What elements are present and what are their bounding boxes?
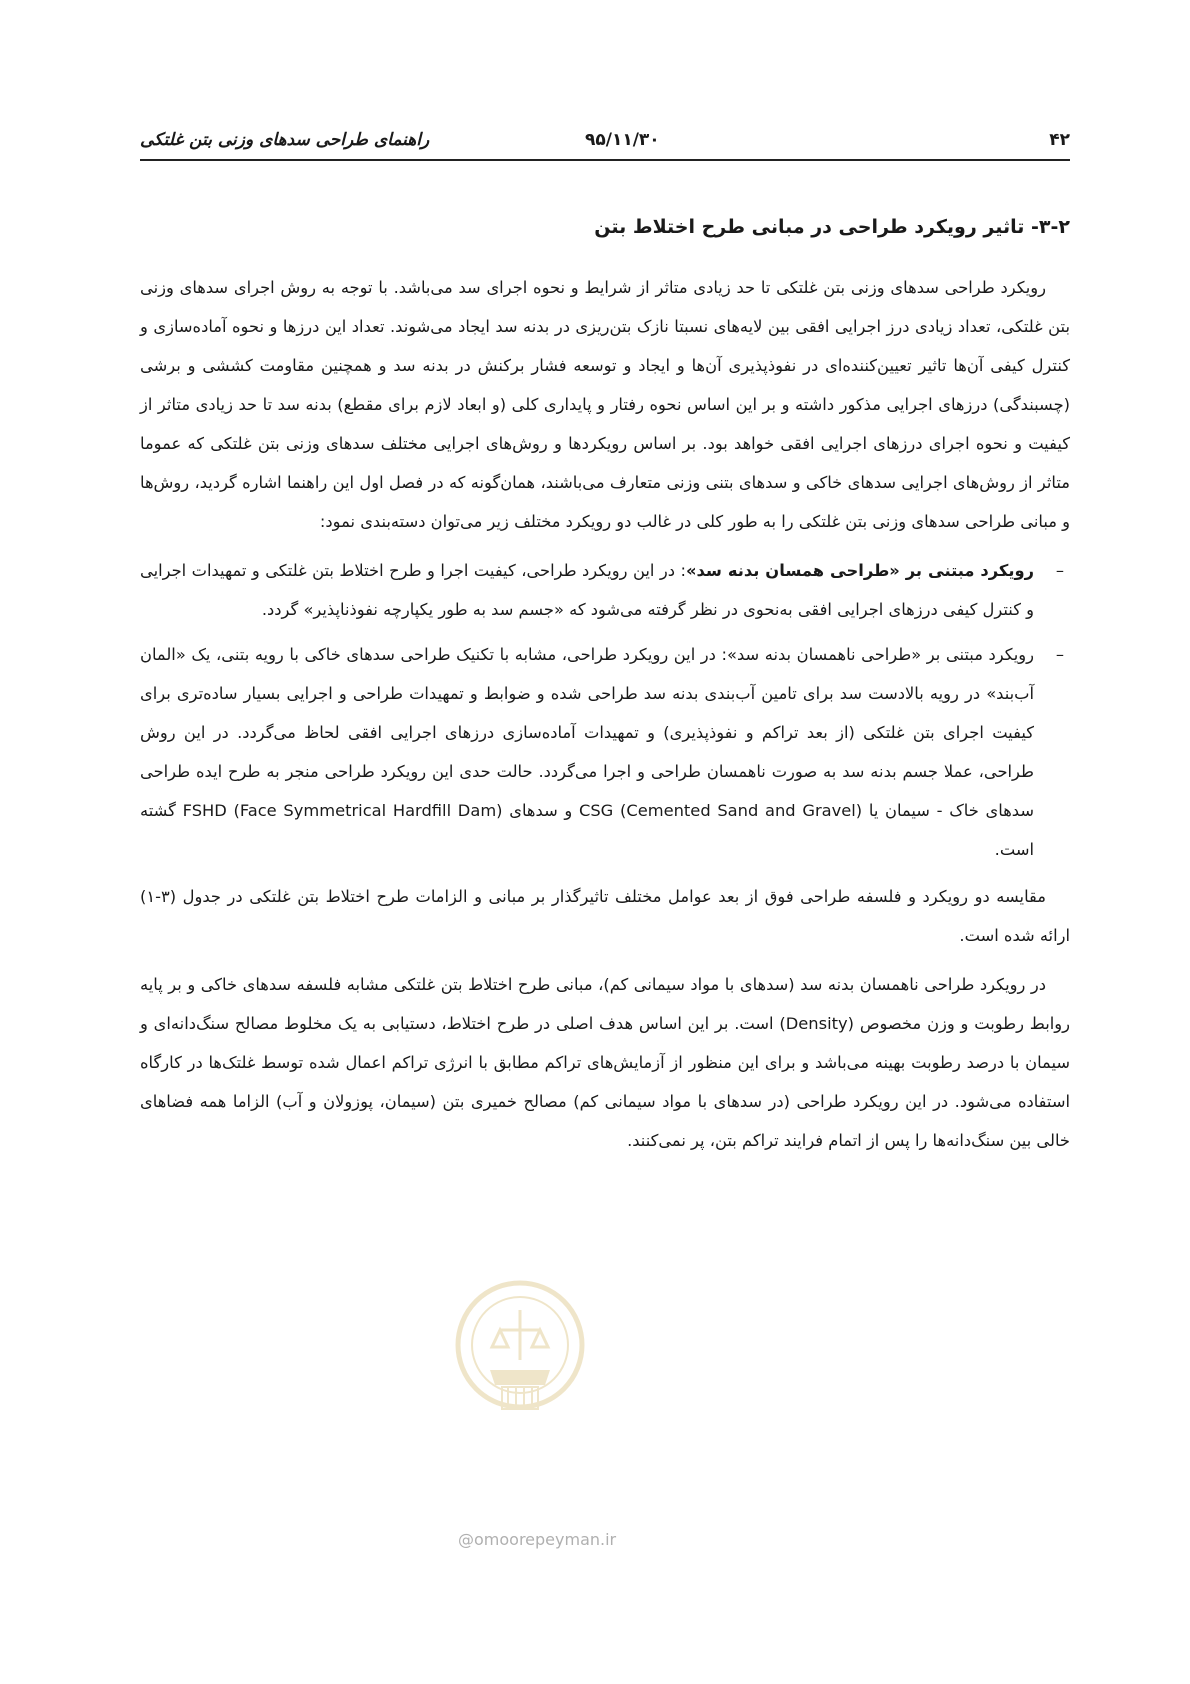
list-item [140,551,1070,629]
page-body [140,212,1070,1170]
bullet-2-text: رویکرد مبتنی بر «طراحی ناهمسان بدنه سد»: در این رویکرد طراحی، مشابه با تکنیک طراحی سدهای خاکی با رویه بتنی، یک «المان آب‌بند» در رویه بالادست سد برای تامین آب‌بندی بدنه سد طراحی شده و ضوابط و تمهیدات طراحی و اجرایی بسیار ساده‌تری برای کیفیت اجرای بتن غلتکی (از بعد تراکم و نفوذپذیری) و تمهیدات آماده‌سازی درزهای اجرایی افقی لحاظ می‌گردد. در این روش طراحی، عملا جسم بدنه سد به صورت ناهمسان طراحی و اجرا می‌گردد. حالت حدی این رویکرد طراحی منجر به طرح ایده طراحی سدهای خاک - سیمان یا CSG (Cemented Sand and Gravel) و سدهای FSHD (Face Symmetrical Hardfill Dam) گشته است. [140,645,1034,859]
footer-watermark-text: @omoorepeyman.ir [458,1530,617,1549]
page-header [140,128,1070,162]
page-number: ۴۲ [1049,130,1070,150]
paragraph-intro: رویکرد طراحی سدهای وزنی بتن غلتکی تا حد زیادی متاثر از شرایط و نحوه اجرای سد می‌باشد. با توجه به روش اجرای سدهای وزنی بتن غلتکی، تعداد زیادی درز اجرایی افقی بین لایه‌های نسبتا نازک بتن‌ریزی در بدنه سد ایجاد می‌شوند. تعداد این درزها و نحوه آماده‌سازی و کنترل کیفی آن‌ها تاثیر تعیین‌کننده‌ای در نفوذپذیری آن‌ها و ایجاد و توسعه فشار برکنش در بدنه سد و همچنین مقاومت کششی و برشی (چسبندگی) درزهای اجرایی مذکور داشته و بر این اساس نحوه رفتار و پایداری کلی (و ابعاد لازم برای مقطع) بدنه سد تا حد زیادی متاثر از کیفیت و نحوه اجرای درزهای اجرایی افقی خواهد بود. بر اساس رویکردها و روش‌های اجرایی مختلف سدهای وزنی بتن غلتکی که عموما متاثر از روش‌های اجرایی سدهای خاکی و سدهای بتنی وزنی متعارف می‌باشند، همان‌گونه که در فصل اول این راهنما اشاره گردید، روش‌ها و مبانی طراحی سدهای وزنی بتن غلتکی را به طور کلی در غالب دو رویکرد مختلف زیر می‌توان دسته‌بندی نمود: [140,278,1070,531]
section-title: ۳-۲- تاثیر رویکرد طراحی در مبانی طرح اختلاط بتن [594,216,1070,238]
approach-list [140,551,1070,869]
dash-marker: – [1055,645,1065,664]
paragraph-heterogeneous-design: در رویکرد طراحی ناهمسان بدنه سد (سدهای با مواد سیمانی کم)، مبانی طرح اختلاط بتن غلتکی مشابه فلسفه سدهای خاکی و بر پایه روابط رطوبت و وزن مخصوص (Density) است. بر این اساس هدف اصلی در طرح اختلاط، دستیابی به یک مخلوط مصالح سنگ‌دانه‌ای و سیمان با درصد رطوبت بهینه می‌باشد و برای این منظور از آزمایش‌های تراکم مطابق با انرژی تراکم اعمال شده توسط غلتک‌ها در کارگاه استفاده می‌شود. در این رویکرد طراحی (در سدهای با مواد سیمانی کم) مصالح خمیری بتن (سیمان، پوزولان و آب) الزاما همه فضاهای خالی بین سنگ‌دانه‌ها را پس از اتمام فرایند تراکم بتن، پر نمی‌کنند. [140,975,1071,1150]
header-date: ۹۵/۱۱/۳۰ [585,130,660,150]
bullet-1-text: : در این رویکرد طراحی، کیفیت اجرا و طرح اختلاط بتن غلتکی و تمهیدات اجرایی و کنترل کیفی درزهای اجرایی افقی به‌نحوی در نظر گرفته می‌شود که «جسم سد به طور یکپارچه نفوذناپذیر» گردد. [140,561,1034,619]
header-title: راهنمای طراحی سدهای وزنی بتن غلتکی [140,130,430,150]
seal-watermark-icon [450,1275,590,1425]
header-rule [140,159,1070,161]
bullet-1-heading: رویکرد مبتنی بر «طراحی همسان بدنه سد» [685,561,1034,580]
paragraph-comparison: مقایسه دو رویکرد و فلسفه طراحی فوق از بعد عوامل مختلف تاثیرگذار بر مبانی و الزامات طرح اختلاط بتن غلتکی در جدول (۳-۱) ارائه شده است. [140,887,1070,945]
dash-marker: – [1055,561,1065,580]
list-item [140,635,1070,869]
